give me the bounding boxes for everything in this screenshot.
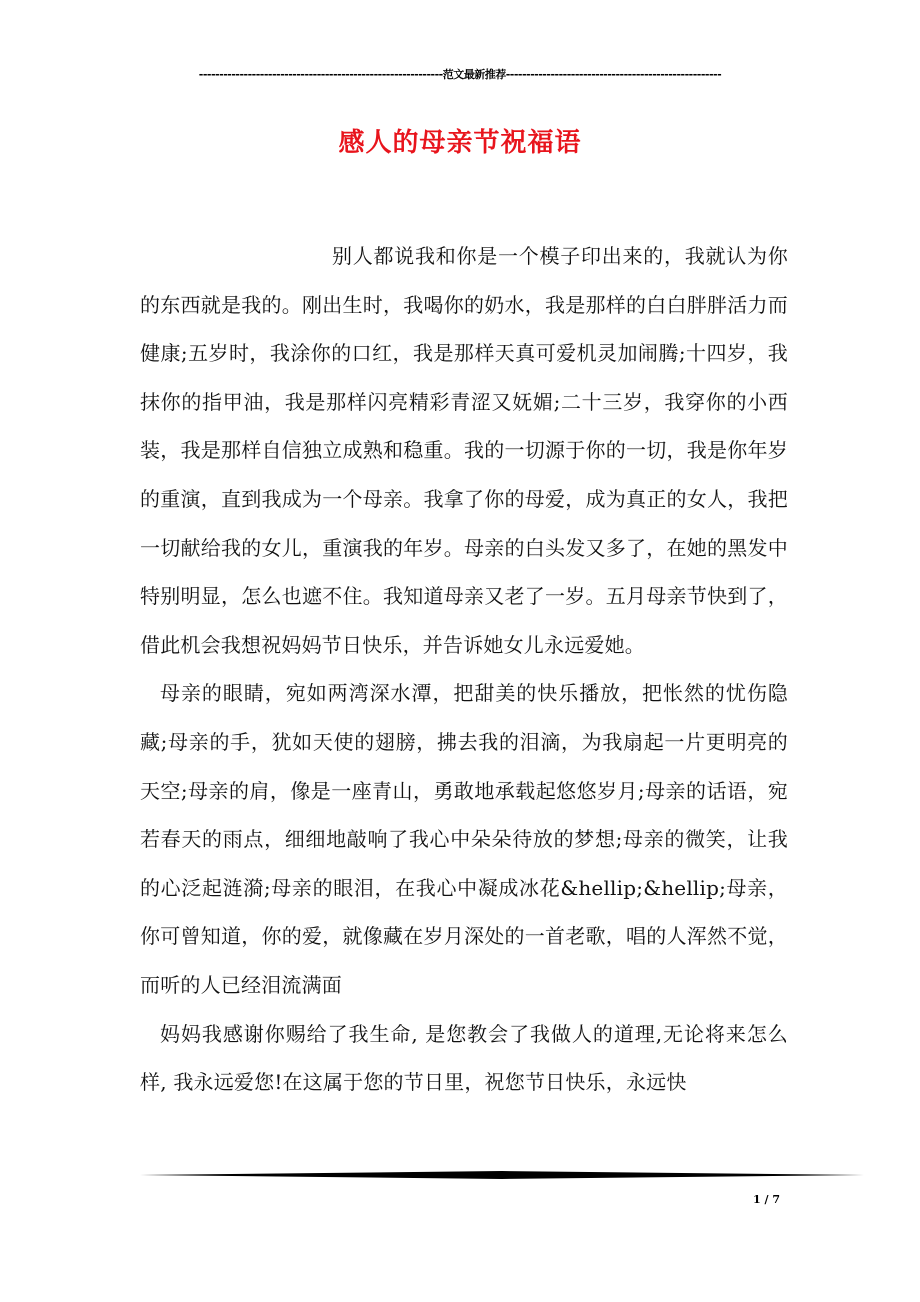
paragraph: 母亲的眼睛，宛如两湾深水潭，把甜美的快乐播放，把怅然的忧伤隐藏;母亲的手，犹如天使的翅膀，拂去我的泪滴，为我扇起一片更明亮的天空;母亲的肩，像是一座青山，勇敢地承载起悠悠岁月;母亲的话语，宛若春天的雨点，细细地敲响了我心中朵朵待放的梦想;母亲的微笑，让我的心泛起涟漪;母亲的眼泪，在我心中凝成冰花&hellip;&hellip;母亲，你可曾知道，你的爱，就像藏在岁月深处的一首老歌，唱的人浑然不觉，而听的人已经泪流满面 <box>140 681 788 997</box>
document-title: 感人的母亲节祝福语 <box>338 128 582 158</box>
paragraph: 妈妈我感谢你赐给了我生命, 是您教会了我做人的道理,无论将来怎么样, 我永远爱您!在这属于您的节日里，祝您节日快乐，永远快 <box>140 1021 788 1095</box>
document-body <box>140 232 788 1107</box>
footer-divider <box>140 1170 864 1180</box>
page-header: ------------------------------------------------------------范文最新推荐----------------------------------------------------- <box>198 68 722 81</box>
paragraph: 别人都说我和你是一个模子印出来的，我就认为你的东西就是我的。刚出生时，我喝你的奶水，我是那样的白白胖胖活力而健康;五岁时，我涂你的口红，我是那样天真可爱机灵加闹腾;十四岁，我抹你的指甲油，我是那样闪亮精彩青涩又妩媚;二十三岁，我穿你的小西装，我是那样自信独立成熟和稳重。我的一切源于你的一切，我是你年岁的重演，直到我成为一个母亲。我拿了你的母爱，成为真正的女人，我把一切献给我的女儿，重演我的年岁。母亲的白头发又多了，在她的黑发中特别明显，怎么也遮不住。我知道母亲又老了一岁。五月母亲节快到了，借此机会我想祝妈妈节日快乐，并告诉她女儿永远爱她。 <box>140 244 788 657</box>
page-number: 1 / 7 <box>753 1193 780 1206</box>
